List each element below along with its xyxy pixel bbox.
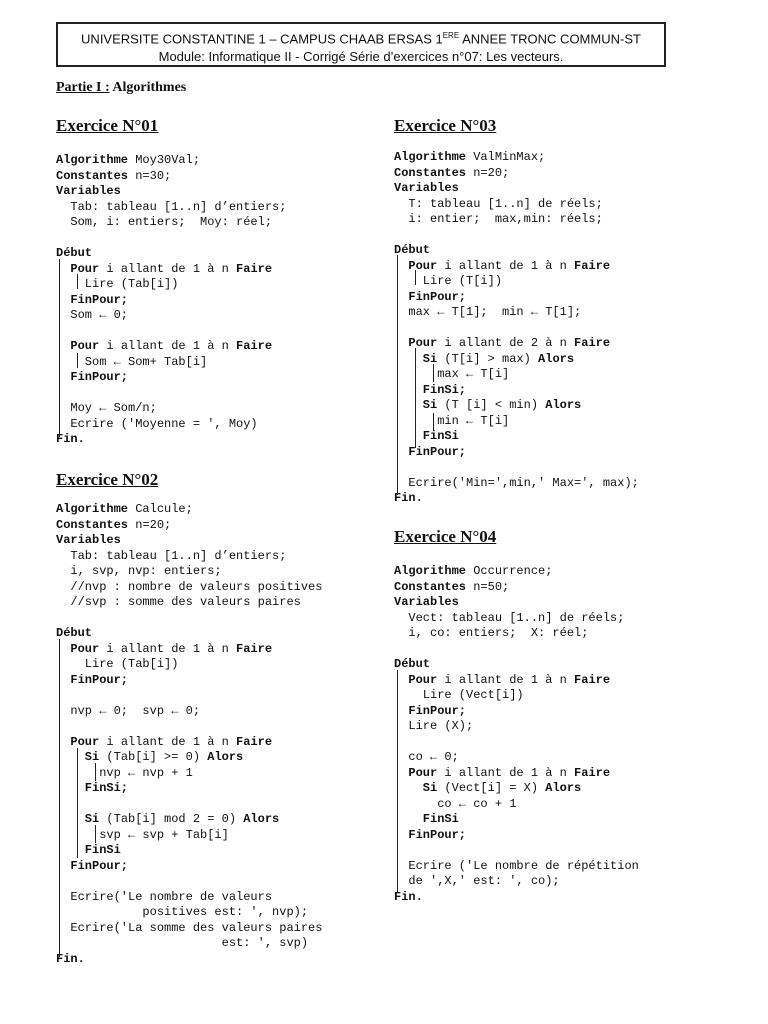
code-text: Moy30Val; [128, 153, 201, 167]
code-line [394, 766, 639, 782]
code-line [394, 228, 639, 244]
code-keyword: Faire [236, 339, 273, 353]
code-text: (T [i] < min) [437, 398, 546, 412]
code-line [56, 518, 322, 534]
code-text: i allant de 1 à n [99, 339, 237, 353]
code-keyword: Alors [207, 750, 244, 764]
code-text: T: tableau [1..n] de réels; [394, 196, 603, 211]
code-keyword: Fin. [56, 432, 85, 446]
code-line [394, 750, 639, 766]
section-heading: Partie I : Algorithmes [56, 80, 187, 95]
code-line [56, 936, 322, 952]
code-keyword: Pour [394, 672, 438, 687]
code-line [394, 305, 639, 321]
code-line [394, 460, 639, 476]
code-line [394, 445, 639, 461]
block-bar [95, 763, 96, 781]
code-keyword: FinPour; [56, 672, 129, 687]
code-keyword: Pour [56, 641, 100, 656]
block-bar [77, 353, 78, 368]
code-text: Calcule; [128, 502, 193, 516]
code-keyword: Faire [574, 258, 611, 273]
code-text: i allant de 1 à n [437, 258, 575, 273]
code-keyword: Alors [243, 812, 280, 826]
code-text: //nvp : nombre de valeurs positives [56, 579, 323, 594]
block-bar [397, 670, 398, 892]
code-text: Moy ← Som/n; [56, 401, 157, 415]
code-line [394, 797, 639, 813]
code-line [56, 890, 322, 906]
code-line [394, 197, 639, 213]
code-keyword: Alors [545, 398, 582, 412]
code-line [394, 150, 639, 166]
code-line [56, 246, 286, 262]
code-keyword: FinSi [394, 812, 459, 826]
code-text: i allant de 2 à n [437, 336, 575, 350]
code-line [56, 200, 286, 216]
code-text: Som ← Som+ Tab[i] [56, 354, 208, 369]
code-text: ValMinMax; [466, 150, 546, 164]
code-keyword: Variables [56, 184, 121, 198]
code-keyword: Début [56, 626, 93, 640]
code-text: co ← co + 1 [394, 796, 517, 811]
code-line [56, 533, 322, 549]
code-text: Tab: tableau [1..n] d’entiers; [56, 199, 287, 214]
code-text: //svp : somme des valeurs paires [56, 595, 301, 609]
code-line [56, 169, 286, 185]
code-keyword: Si [56, 812, 100, 826]
code-text: Ecrire('Min=',min,' Max=', max); [394, 475, 639, 490]
code-text: i allant de 1 à n [99, 261, 237, 276]
code-text: svp ← svp + Tab[i] [56, 827, 229, 842]
code-line [56, 417, 286, 433]
code-keyword: Algorithme [56, 153, 129, 167]
code-keyword: FinPour; [394, 827, 467, 842]
block-bar [77, 748, 78, 858]
code-line [56, 339, 286, 355]
code-text: Lire (T[i]) [394, 274, 503, 288]
exercise-01-code [56, 153, 286, 448]
code-line [394, 859, 639, 875]
code-line [56, 184, 286, 200]
code-line [394, 828, 639, 844]
code-text: n=50; [466, 579, 510, 594]
code-text: Tab: tableau [1..n] d’entiers; [56, 548, 287, 563]
code-line [394, 414, 639, 430]
code-line [56, 432, 286, 448]
code-keyword: FinPour; [394, 289, 467, 304]
code-line [394, 491, 639, 507]
block-bar [397, 255, 398, 495]
code-text: n=20; [128, 517, 172, 532]
code-line [394, 274, 639, 290]
code-line [56, 502, 322, 518]
code-text: (Tab[i] >= 0) [99, 750, 208, 764]
code-line [56, 921, 322, 937]
code-line [394, 181, 639, 197]
code-line [394, 290, 639, 306]
code-keyword: Pour [394, 336, 438, 350]
code-text: (T[i] > max) [437, 351, 539, 366]
code-text: i, co: entiers; X: réel; [394, 626, 589, 640]
code-line [394, 367, 639, 383]
code-keyword: FinSi [394, 429, 459, 443]
code-text: nvp ← nvp + 1 [56, 765, 193, 780]
code-line [394, 843, 639, 859]
code-line [394, 812, 639, 828]
code-keyword: Faire [236, 734, 273, 749]
code-keyword: Pour [394, 765, 438, 780]
exercise-03-code [394, 150, 639, 507]
code-keyword: Fin. [394, 491, 423, 505]
code-line [56, 293, 286, 309]
code-line [56, 905, 322, 921]
code-line [56, 580, 322, 596]
code-keyword: Variables [394, 181, 459, 195]
header-line-2: Module: Informatique II - Corrigé Série d’exercices n°07: Les vecteurs. [158, 49, 564, 65]
code-line [394, 688, 639, 704]
code-keyword: Fin. [56, 951, 85, 966]
code-keyword: Algorithme [394, 150, 467, 164]
code-line [56, 704, 322, 720]
code-text: i allant de 1 à n [99, 641, 237, 656]
code-line [56, 262, 286, 278]
code-line [394, 874, 639, 890]
code-line [56, 386, 286, 402]
code-line [394, 243, 639, 259]
code-keyword: Alors [538, 351, 575, 366]
code-text: max ← T[i] [394, 367, 510, 381]
code-line [394, 321, 639, 337]
code-line [56, 874, 322, 890]
code-keyword: Si [394, 398, 438, 412]
code-keyword: Faire [236, 641, 273, 656]
code-keyword: Constantes [394, 165, 467, 180]
code-text: Som, i: entiers; Moy: réel; [56, 215, 273, 229]
code-text: Vect: tableau [1..n] de réels; [394, 610, 625, 625]
code-keyword: Variables [56, 533, 121, 547]
code-text: (Vect[i] = X) [437, 781, 546, 795]
code-line [56, 231, 286, 247]
code-keyword: Variables [394, 595, 459, 609]
code-text: Ecrire ('Le nombre de répétition [394, 858, 639, 873]
code-text: n=20; [466, 165, 510, 180]
code-line [394, 564, 639, 580]
exercise-02-code [56, 502, 322, 967]
code-keyword: Si [56, 750, 100, 764]
code-line [56, 308, 286, 324]
code-line [394, 673, 639, 689]
code-keyword: Faire [574, 672, 611, 687]
code-text: i: entier; max,min: réels; [394, 212, 603, 226]
block-bar [415, 348, 416, 448]
code-keyword: Alors [545, 781, 582, 795]
code-line [56, 215, 286, 231]
code-line [56, 595, 322, 611]
header-line-1: UNIVERSITE CONSTANTINE 1 – CAMPUS CHAAB ERSAS 1ERE ANNEE TRONC COMMUN-ST [81, 31, 641, 47]
code-line [394, 626, 639, 642]
document-header [56, 22, 666, 67]
code-text: (Tab[i] mod 2 = 0) [99, 812, 244, 826]
code-line [394, 259, 639, 275]
code-keyword: FinPour; [394, 444, 467, 459]
code-text: n=30; [128, 168, 172, 183]
code-keyword: Pour [394, 258, 438, 273]
block-bar [433, 364, 434, 382]
code-line [56, 688, 322, 704]
code-line [56, 153, 286, 169]
code-keyword: Début [56, 246, 93, 260]
code-line [394, 890, 639, 906]
code-line [56, 324, 286, 340]
code-keyword: Si [394, 351, 438, 366]
code-line [56, 355, 286, 371]
code-keyword: Faire [574, 765, 611, 780]
code-line [56, 401, 286, 417]
code-text: Som ← 0; [56, 308, 129, 322]
code-line [394, 719, 639, 735]
code-line [56, 673, 322, 689]
code-line [394, 398, 639, 414]
code-text: Ecrire('Le nombre de valeurs [56, 889, 273, 904]
code-keyword: FinPour; [56, 370, 129, 384]
code-keyword: FinPour; [56, 858, 129, 873]
code-keyword: FinSi; [56, 781, 129, 795]
code-line [56, 277, 286, 293]
code-line [56, 564, 322, 580]
exercise-04-code [394, 564, 639, 905]
code-text: i, svp, nvp: entiers; [56, 564, 222, 578]
code-line [394, 383, 639, 399]
code-text: Lire (X); [394, 719, 474, 733]
code-keyword: Faire [236, 261, 273, 276]
code-keyword: Fin. [394, 889, 423, 904]
exercise-01-title: Exercice N°01 [56, 116, 159, 135]
block-bar [95, 825, 96, 843]
code-keyword: Début [394, 243, 431, 257]
code-line [394, 595, 639, 611]
block-bar [59, 259, 60, 437]
code-line [56, 735, 322, 751]
exercise-02-title: Exercice N°02 [56, 470, 159, 489]
code-line [394, 611, 639, 627]
code-text: de ',X,' est: ', co); [394, 874, 560, 888]
code-line [56, 843, 322, 859]
code-text: nvp ← 0; svp ← 0; [56, 703, 201, 718]
code-keyword: Algorithme [56, 502, 129, 516]
code-line [394, 642, 639, 658]
code-keyword: Si [394, 781, 438, 795]
code-keyword: Pour [56, 734, 100, 749]
code-text: i allant de 1 à n [437, 765, 575, 780]
code-line [56, 797, 322, 813]
code-line [394, 212, 639, 228]
code-keyword: FinSi [56, 843, 121, 857]
block-bar [77, 274, 78, 289]
code-text: max ← T[1]; min ← T[1]; [394, 305, 582, 319]
code-line [56, 549, 322, 565]
code-keyword: Début [394, 657, 431, 671]
code-line [394, 735, 639, 751]
code-keyword: Pour [56, 339, 100, 353]
code-text: i allant de 1 à n [99, 734, 237, 749]
code-text: Lire (Tab[i]) [56, 277, 179, 291]
code-line [394, 704, 639, 720]
block-bar [415, 270, 416, 285]
code-line [56, 859, 322, 875]
code-line [394, 781, 639, 797]
code-keyword: FinSi; [394, 382, 467, 397]
code-text: positives est: ', nvp); [56, 905, 309, 919]
code-line [56, 657, 322, 673]
code-text: i allant de 1 à n [437, 672, 575, 687]
code-keyword: FinPour; [394, 703, 467, 718]
code-keyword: Constantes [56, 517, 129, 532]
code-keyword: Faire [574, 336, 611, 350]
code-text: Ecrire ('Moyenne = ', Moy) [56, 416, 258, 431]
code-text: Occurrence; [466, 564, 553, 578]
code-line [56, 719, 322, 735]
code-line [394, 166, 639, 182]
code-line [394, 429, 639, 445]
code-keyword: Pour [56, 261, 100, 276]
code-line [394, 657, 639, 673]
code-text: Lire (Vect[i]) [394, 688, 524, 702]
block-bar [433, 413, 434, 431]
code-line [56, 952, 322, 968]
code-keyword: FinPour; [56, 292, 129, 307]
code-line [56, 642, 322, 658]
code-line [394, 476, 639, 492]
code-line [56, 626, 322, 642]
code-keyword: Constantes [394, 579, 467, 594]
code-line [56, 370, 286, 386]
code-line [56, 611, 322, 627]
code-text: co ← 0; [394, 750, 459, 764]
code-keyword: Constantes [56, 168, 129, 183]
code-line [394, 336, 639, 352]
code-line [56, 781, 322, 797]
code-line [394, 352, 639, 368]
code-text: Lire (Tab[i]) [56, 657, 179, 671]
exercise-03-title: Exercice N°03 [394, 116, 497, 135]
code-keyword: Algorithme [394, 564, 467, 578]
block-bar [59, 639, 60, 957]
exercise-04-title: Exercice N°04 [394, 527, 497, 546]
code-text: est: ', svp) [56, 936, 309, 950]
code-line [394, 580, 639, 596]
code-text: min ← T[i] [394, 413, 510, 428]
code-text: Ecrire('La somme des valeurs paires [56, 920, 323, 935]
